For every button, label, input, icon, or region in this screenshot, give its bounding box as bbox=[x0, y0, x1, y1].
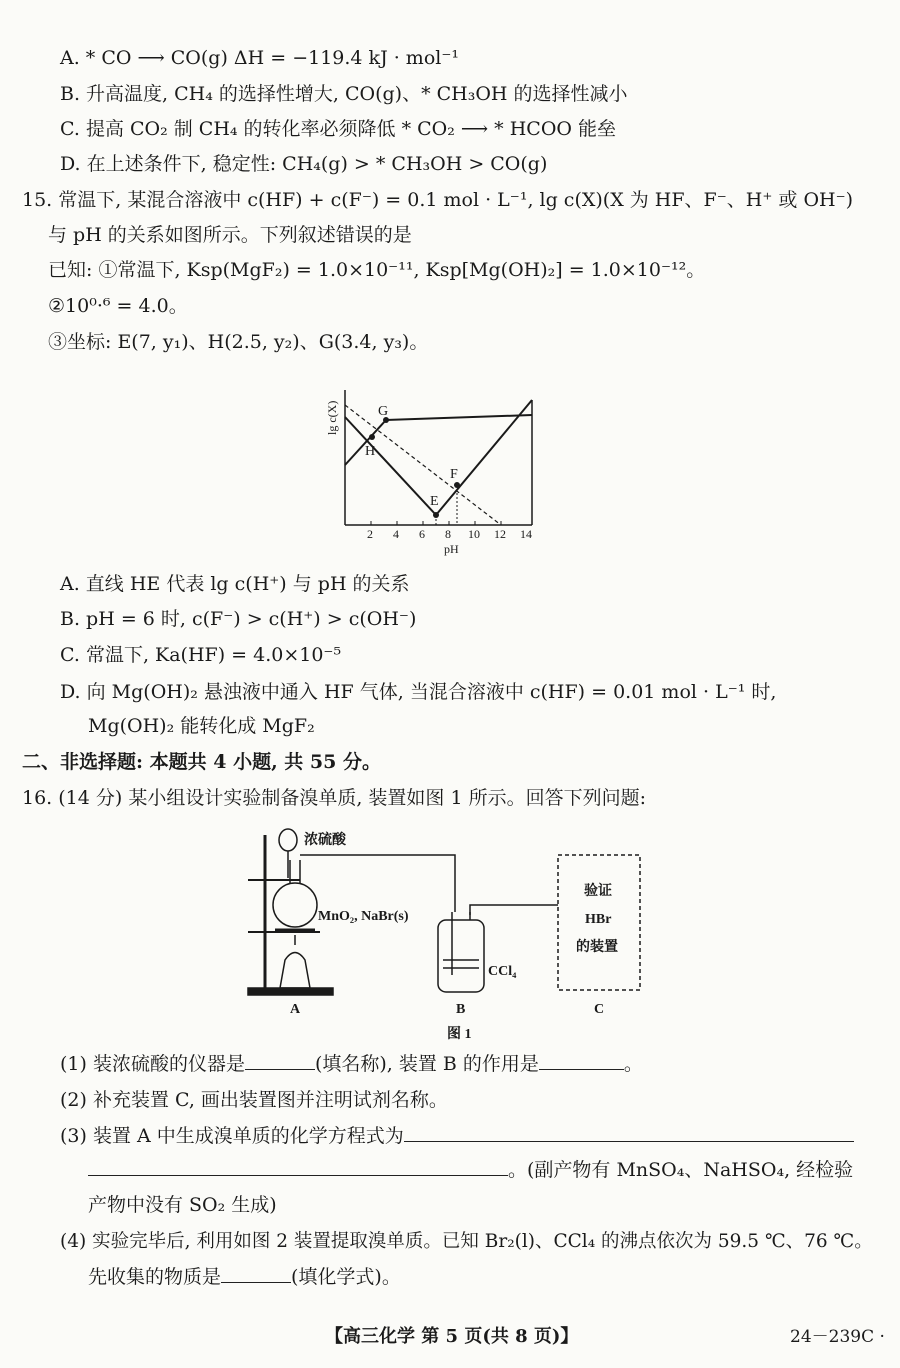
q16-part2: (2) 补充装置 C, 画出装置图并注明试剂名称。 bbox=[60, 1089, 448, 1111]
q16-part1-text-b: (填名称), 装置 B 的作用是 bbox=[314, 1053, 539, 1075]
q14-option-b: B. 升高温度, CH₄ 的选择性增大, CO(g)、* CH₃OH 的选择性减小 bbox=[60, 83, 628, 105]
q16-stem: 16. (14 分) 某小组设计实验制备溴单质, 装置如图 1 所示。回答下列问题: bbox=[22, 787, 646, 809]
q16-part1-text-c: 。 bbox=[623, 1053, 643, 1075]
label-e: E bbox=[430, 494, 439, 509]
q16-part3-line1 bbox=[60, 1124, 854, 1149]
x-tick-4: 4 bbox=[393, 527, 399, 541]
label-a: A bbox=[290, 1002, 301, 1017]
label-box2: HBr bbox=[585, 912, 612, 927]
q15-stem-line1: 15. 常温下, 某混合溶液中 c(HF) + c(F⁻) = 0.1 mol · L⁻¹, lg c(X)(X 为 HF、F⁻、H⁺ 或 OH⁻) bbox=[22, 189, 854, 211]
q15-chart bbox=[320, 385, 550, 565]
q15-option-c: C. 常温下, Ka(HF) = 4.0×10⁻⁵ bbox=[60, 644, 342, 666]
x-tick-2: 2 bbox=[367, 527, 373, 541]
point-h bbox=[369, 434, 375, 440]
q16-part3-text-a: (3) 装置 A 中生成溴单质的化学方程式为 bbox=[60, 1125, 404, 1147]
q16-part3-line2 bbox=[88, 1158, 853, 1183]
footer-page-info: 【高三化学 第 5 页(共 8 页)】 bbox=[325, 1326, 579, 1347]
q16-part1-text-a: (1) 装浓硫酸的仪器是 bbox=[60, 1053, 245, 1075]
point-f bbox=[454, 482, 460, 488]
line-he bbox=[345, 417, 436, 515]
q15-known-3: ③坐标: E(7, y₁)、H(2.5, y₂)、G(3.4, y₃)。 bbox=[48, 331, 429, 353]
q16-part3-line3: 产物中没有 SO₂ 生成) bbox=[88, 1194, 277, 1216]
q16-part3-text-b: 。(副产物有 MnSO₄、NaHSO₄, 经检验 bbox=[508, 1159, 854, 1181]
answer-blank-1[interactable] bbox=[245, 1069, 315, 1070]
apparatus-figure bbox=[240, 820, 660, 1045]
label-box3: 的装置 bbox=[576, 940, 618, 955]
q15-stem-line2: 与 pH 的关系如图所示。下列叙述错误的是 bbox=[48, 224, 412, 246]
label-c: C bbox=[594, 1002, 605, 1017]
label-ccl4: CCl₄ bbox=[488, 964, 517, 979]
flask-a bbox=[273, 883, 317, 927]
q14-option-d: D. 在上述条件下, 稳定性: CH₄(g) > * CH₃OH > CO(g) bbox=[60, 153, 548, 175]
q14-option-c: C. 提高 CO₂ 制 CH₄ 的转化率必须降低 * CO₂ ⟶ * HCOO 能垒 bbox=[60, 118, 617, 140]
label-reagent: MnO₂, NaBr(s) bbox=[318, 909, 409, 924]
tube-a-to-b bbox=[300, 855, 455, 912]
tube-b-to-c bbox=[470, 905, 558, 915]
y-axis-label: lg c(X) bbox=[325, 400, 339, 435]
q16-part4-text-b: 先收集的物质是 bbox=[88, 1266, 222, 1288]
point-e bbox=[433, 512, 439, 518]
label-g: G bbox=[378, 404, 389, 419]
footer-code: 24－239C · bbox=[790, 1327, 885, 1347]
line-top-flat bbox=[386, 415, 532, 420]
x-tick-6: 6 bbox=[419, 527, 425, 541]
q15-option-b: B. pH = 6 时, c(F⁻) > c(H⁺) > c(OH⁻) bbox=[60, 608, 417, 630]
q15-option-d-line2: Mg(OH)₂ 能转化成 MgF₂ bbox=[88, 715, 315, 737]
label-b: B bbox=[456, 1002, 466, 1017]
q15-known-2: ②10⁰·⁶ = 4.0。 bbox=[48, 295, 188, 317]
q15-known-1: 已知: ①常温下, Ksp(MgF₂) = 1.0×10⁻¹¹, Ksp[Mg(OH)₂] = 1.0×10⁻¹²。 bbox=[48, 259, 706, 281]
q16-part1 bbox=[60, 1052, 643, 1077]
x-tick-8: 8 bbox=[445, 527, 451, 541]
q14-option-a: A. * CO ⟶ CO(g) ΔH = −119.4 kJ · mol⁻¹ bbox=[60, 47, 459, 69]
x-tick-10: 10 bbox=[468, 527, 480, 541]
answer-blank-2[interactable] bbox=[539, 1069, 624, 1070]
label-box1: 验证 bbox=[584, 884, 612, 899]
bottle-b bbox=[438, 920, 484, 992]
x-tick-12: 12 bbox=[494, 527, 506, 541]
dropping-funnel bbox=[279, 829, 297, 851]
q16-part4-line1: (4) 实验完毕后, 利用如图 2 装置提取溴单质。已知 Br₂(l)、CCl₄ 的沸点依次为 59.5 ℃、76 ℃。 bbox=[60, 1231, 873, 1252]
q15-option-d-line1: D. 向 Mg(OH)₂ 悬浊液中通入 HF 气体, 当混合溶液中 c(HF) = 0.01 mol · L⁻¹ 时, bbox=[60, 681, 777, 703]
q16-part4-line2 bbox=[88, 1265, 401, 1290]
alcohol-lamp bbox=[280, 953, 310, 989]
label-acid: 浓硫酸 bbox=[304, 833, 346, 848]
q16-part4-text-c: (填化学式)。 bbox=[291, 1266, 401, 1288]
stand-base bbox=[248, 988, 333, 995]
section-2-heading: 二、非选择题: 本题共 4 小题, 共 55 分。 bbox=[22, 751, 381, 773]
answer-blank-4[interactable] bbox=[221, 1282, 291, 1283]
answer-blank-3b[interactable] bbox=[88, 1175, 508, 1176]
q15-option-a: A. 直线 HE 代表 lg c(H⁺) 与 pH 的关系 bbox=[60, 573, 410, 595]
fig-caption: 图 1 bbox=[447, 1027, 472, 1042]
x-axis-label: pH bbox=[444, 542, 459, 556]
x-tick-14: 14 bbox=[520, 527, 532, 541]
answer-blank-3a[interactable] bbox=[404, 1141, 854, 1142]
label-h: H bbox=[365, 444, 376, 459]
label-f: F bbox=[450, 467, 458, 482]
